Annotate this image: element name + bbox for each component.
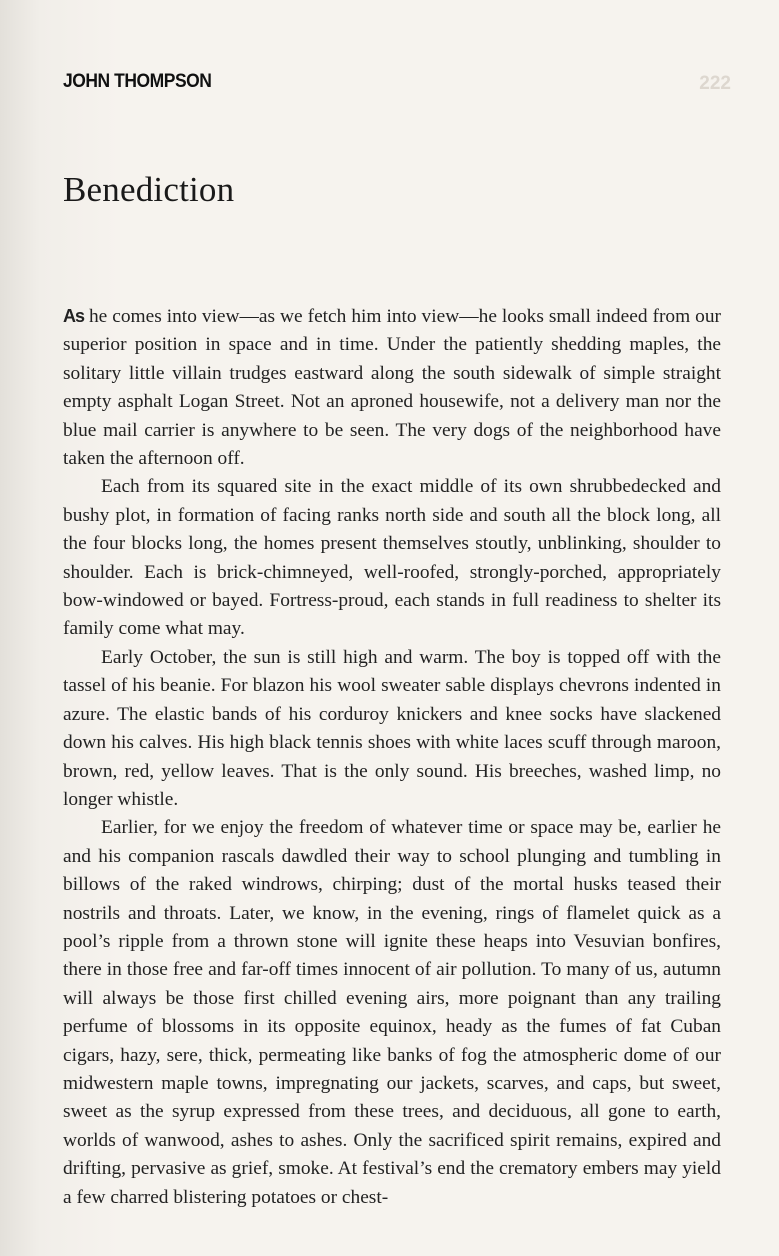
paragraph: Early October, the sun is still high and warm. The boy is topped off with the tassel of his beanie. For blazon his wool sweater sable displays chevrons indented in azure. The elastic bands of his corduroy knickers and knee socks have slackened down his calves. His high black tennis shoes with white laces scuff through maroon, brown, red, yellow leaves. That is the only sound. His breeches, washed limp, no longer whistle. — [63, 646, 721, 810]
paragraph: Earlier, for we enjoy the freedom of whatever time or space may be, earlier he and his companion rascals dawdled their way to school plunging and tumbling in billows of the raked windrows, chirping; dust of the mortal husks teased their nostrils and throats. Later, we know, in the evening, rings of flamelet quick as a pool’s ripple from a thrown stone will ignite these heaps into Vesuvian bonfires, there in those free and far-off times innocent of air pollution. To many of us, autumn will always be those first chilled evening airs, more poignant than any trailing perfume of blossoms in its opposite equinox, heady as the fumes of fat Cuban cigars, hazy, sere, thick, permeating like banks of fog the atmospheric dome of our midwestern maple towns, impregnating our jackets, scarves, and caps, but sweet, sweet as the syrup expressed from these trees, and deciduous, all gone to earth, worlds of wanwood, ashes to ashes. Only the sacrificed spirit remains, expired and drifting, pervasive as grief, smoke. At festival’s end the crematory embers may yield a few charred blistering potatoes or chest- — [63, 817, 721, 1208]
paragraph-text: he comes into view—as we fetch him into view—he looks small indeed from our superior position in space and in time. Under the patiently shedding maples, the solitary little villain trudges eastward along the south sidewalk of simple straight empty asphalt Logan Street. Not an aproned housewife, not a delivery man nor the blue mail carrier is anywhere to be seen. The very dogs of the neighborhood have taken the afternoon off. — [63, 306, 721, 470]
story-body — [63, 302, 721, 1212]
story-title: Benediction — [63, 170, 235, 209]
paragraph — [63, 302, 721, 473]
lead-word: As — [63, 306, 85, 326]
page-number: 222 — [699, 73, 731, 94]
running-head-author: JOHN THOMPSON — [63, 71, 212, 92]
paragraph: Each from its squared site in the exact middle of its own shrubbedecked and bushy plot, in formation of facing ranks north side and south all the block long, all the four blocks long, the homes present themselves stoutly, unblinking, shoulder to shoulder. Each is brick-chimneyed, well-roofed, strongly-porched, appropriately bow-windowed or bayed. Fortress-proud, each stands in full readiness to shelter its family come what may. — [63, 476, 721, 640]
